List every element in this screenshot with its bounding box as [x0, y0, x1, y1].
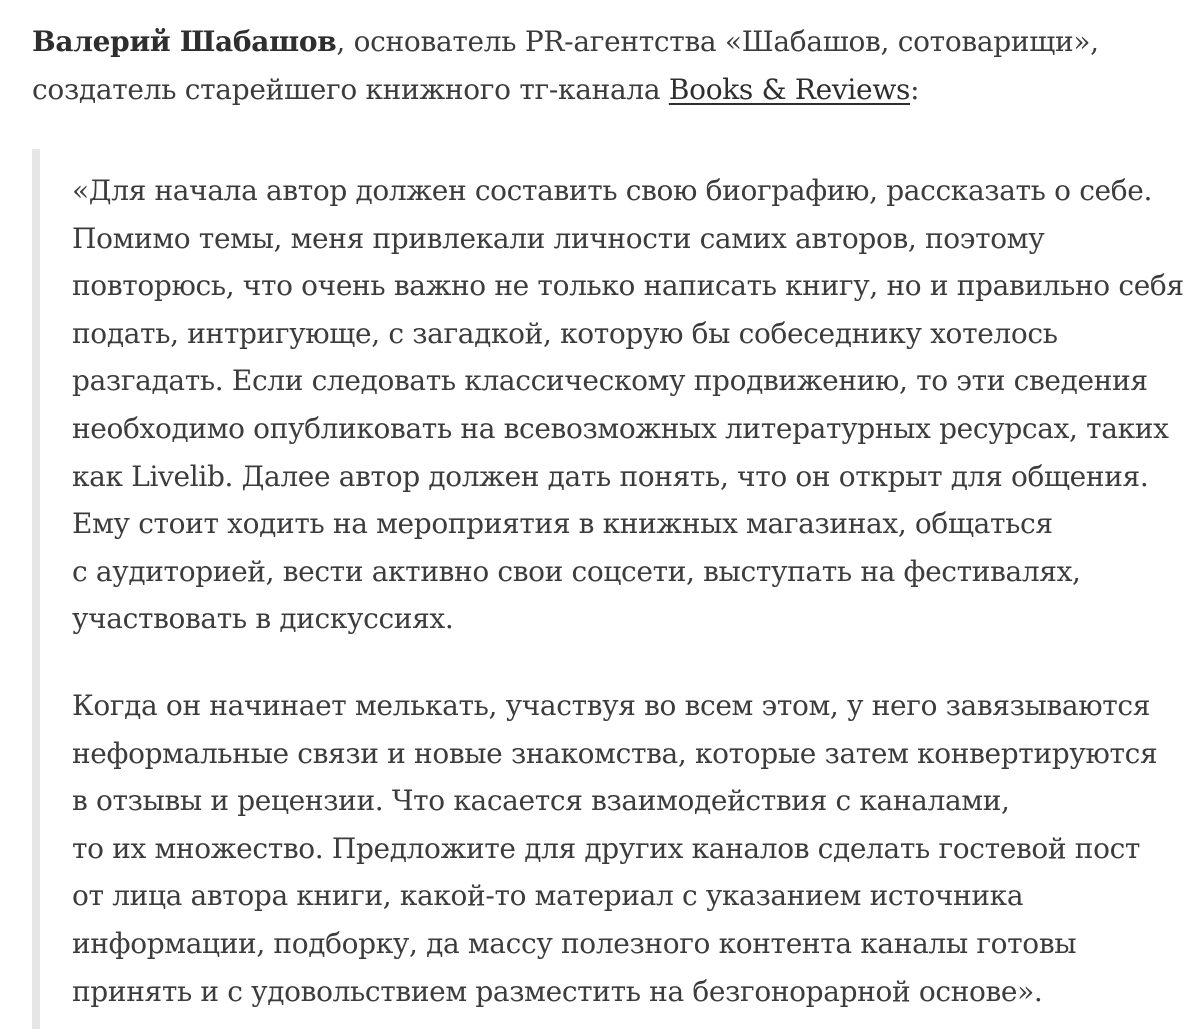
author-description: , основатель PR-агентства «Шабашов, сотоварищи»,	[336, 25, 1099, 58]
quote-line: повторюсь, что очень важно не только написать книгу, но и правильно себя	[72, 269, 1184, 303]
colon: :	[910, 73, 920, 106]
quote-line: необходимо опубликовать на всевозможных литературных ресурсах, таких	[72, 411, 1169, 445]
quote-line: информации, подборку, да массу полезного контента каналы готовы	[72, 926, 1077, 960]
blockquote	[32, 149, 1184, 1029]
quote-line: как Livelib. Далее автор должен дать понять, что он открыт для общения.	[72, 459, 1149, 493]
quote-line: подать, интригующе, с загадкой, которую бы собеседнику хотелось	[72, 316, 1058, 350]
quote-line: «Для начала автор должен составить свою биографию, рассказать о себе.	[72, 174, 1153, 207]
quote-paragraph-1	[72, 167, 1184, 643]
quote-line: то их множество. Предложите для других каналов сделать гостевой пост	[72, 831, 1141, 865]
quote-line: от лица автора книги, какой-то материал с указанием источника	[72, 879, 1024, 913]
quote-paragraph-2	[72, 682, 1172, 1015]
quote-attribution	[32, 18, 1172, 114]
books-and-reviews-link[interactable]: Books & Reviews	[668, 73, 911, 106]
quote-line: принять и с удовольствием разместить на безгонорарной основе».	[72, 974, 1043, 1008]
quote-line: Ему стоит ходить на мероприятия в книжных магазинах, общаться	[72, 507, 1053, 541]
author-description-line2: создатель старейшего книжного тг-канала	[32, 73, 669, 106]
quote-line: разгадать. Если следовать классическому продвижению, то эти сведения	[72, 364, 1148, 398]
quote-line: в отзывы и рецензии. Что касается взаимодействия с каналами,	[72, 784, 1010, 818]
quote-line: Когда он начинает мелькать, участвуя во всем этом, у него завязываются	[72, 689, 1151, 722]
author-name: Валерий Шабашов	[32, 25, 337, 58]
quote-line: с аудиторией, вести активно свои соцсети, выступать на фестивалях,	[72, 554, 1081, 588]
quote-line: участвовать в дискуссиях.	[72, 602, 454, 636]
quote-line: неформальные связи и новые знакомства, которые затем конвертируются	[72, 736, 1158, 770]
quote-line: Помимо темы, меня привлекали личности самих авторов, поэтому	[72, 221, 1045, 255]
